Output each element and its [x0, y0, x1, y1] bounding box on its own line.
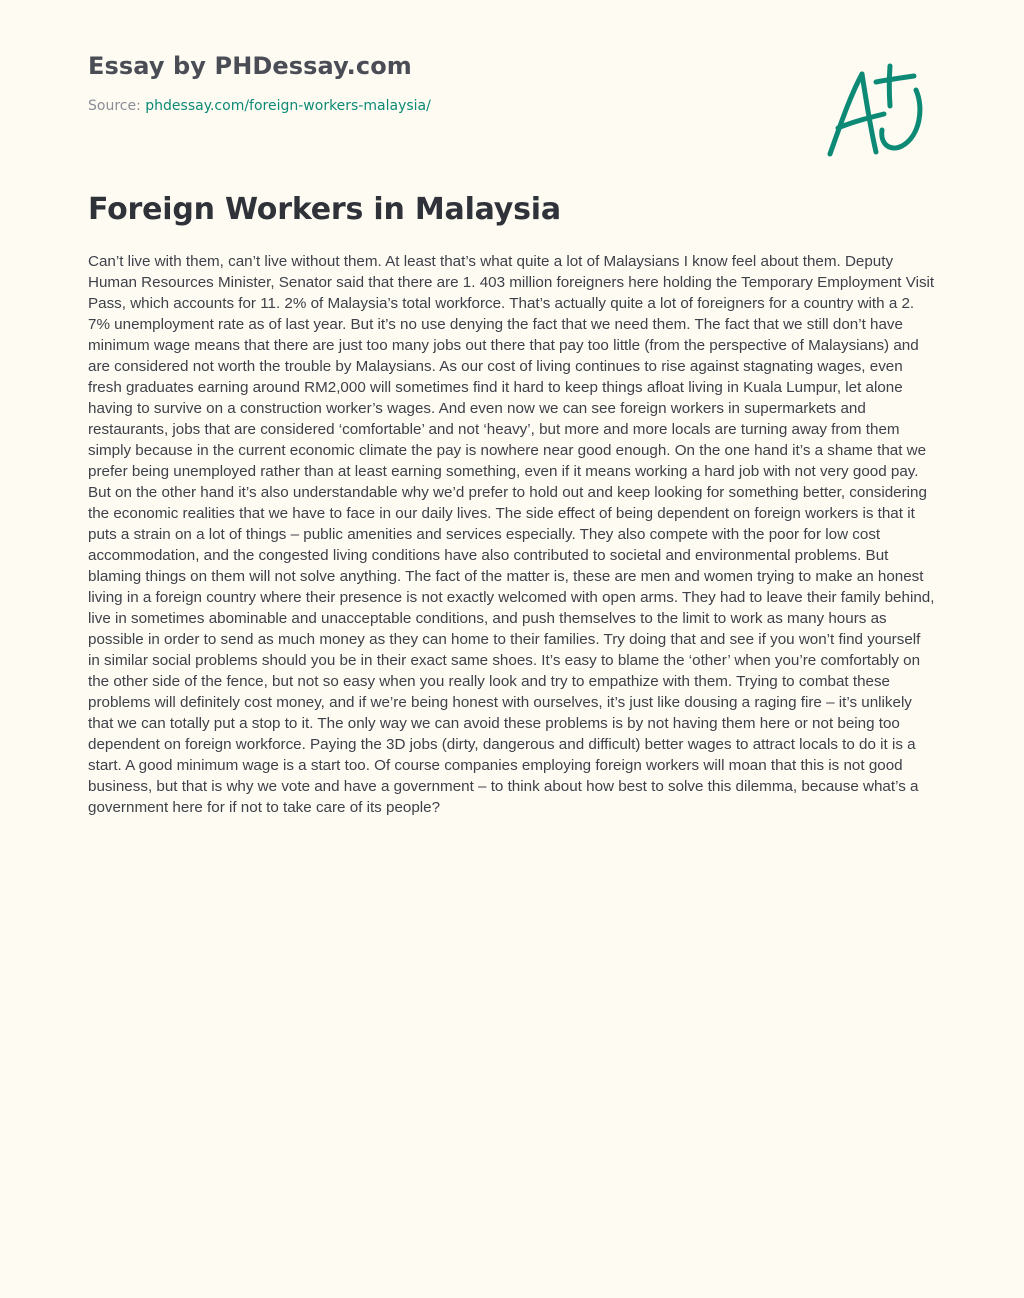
article-body: Can’t live with them, can’t live without them. At least that’s what quite a lot of Malaysians I know feel about them. Deputy Human Resources Minister, Senator said that there are 1. 403 million foreigners here holding the Temporary Employment Visit Pass, which accounts for 11. 2% of Malaysia’s total workforce. That’s actually quite a lot of foreigners for a country with a 2. 7% unemployment rate as of last year. But it’s no use denying the fact that we need them. The fact that we still don’t have minimum wage means that there are just too many jobs out there that pay too little (from the perspective of Malaysians) and are considered not worth the trouble by Malaysians. As our cost of living continues to rise against stagnating wages, even fresh graduates earning around RM2,000 will sometimes find it hard to keep things afloat living in Kuala Lumpur, let alone having to survive on a construction worker’s wages. And even now we can see foreign workers in supermarkets and restaurants, jobs that are considered ‘comfortable’ and not ‘heavy’, but more and more locals are turning away from them simply because in the current economic climate the pay is nowhere near good enough. On the one hand it’s a shame that we prefer being unemployed rather than at least earning something, even if it means working a hard job with not very good pay. But on the other hand it’s also understandable why we’d prefer to hold out and keep looking for something better, considering the economic realities that we have to face in our daily lives. The side effect of being dependent on foreign workers is that it puts a strain on a lot of things – public amenities and services especially. They also compete with the poor for low cost accommodation, and the congested living conditions have also contributed to societal and environmental problems. But blaming things on them will not solve anything. The fact of the matter is, these are men and women trying to make an honest living in a foreign country where their presence is not exactly welcomed with open arms. They had to leave their family behind, live in sometimes abominable and unacceptable conditions, and push themselves to the limit to work as many hours as possible in order to send as much money as they can home to their families. Try doing that and see if you won’t find yourself in similar social problems should you be in their exact same shoes. It’s easy to blame the ‘other’ when you’re comfortably on the other side of the fence, but not so easy when you really look and try to empathize with them. Trying to combat these problems will definitely cost money, and if we’re being honest with ourselves, it’s just like dousing a raging fire – it’s unlikely that we can totally put a stop to it. The only way we can avoid these problems is by not having them here or not being too dependent on foreign workforce. Paying the 3D jobs (dirty, dangerous and difficult) better wages to attract locals to do it is a start. A good minimum wage is a start too. Of course companies employing foreign workers will moan that this is not good business, but that is why we vote and have a government – to think about how best to solve this dilemma, because what’s a government here for if not to take care of its people?	[88, 253, 935, 816]
source-line	[88, 96, 788, 116]
page-header	[88, 48, 788, 116]
brand-title: Essay by PHDessay.com	[88, 52, 412, 80]
source-label: Source:	[88, 98, 141, 114]
source-link[interactable]: phdessay.com/foreign-workers-malaysia/	[145, 98, 431, 114]
a-plus-grade-icon	[820, 60, 930, 164]
article-title: Foreign Workers in Malaysia	[88, 192, 561, 227]
